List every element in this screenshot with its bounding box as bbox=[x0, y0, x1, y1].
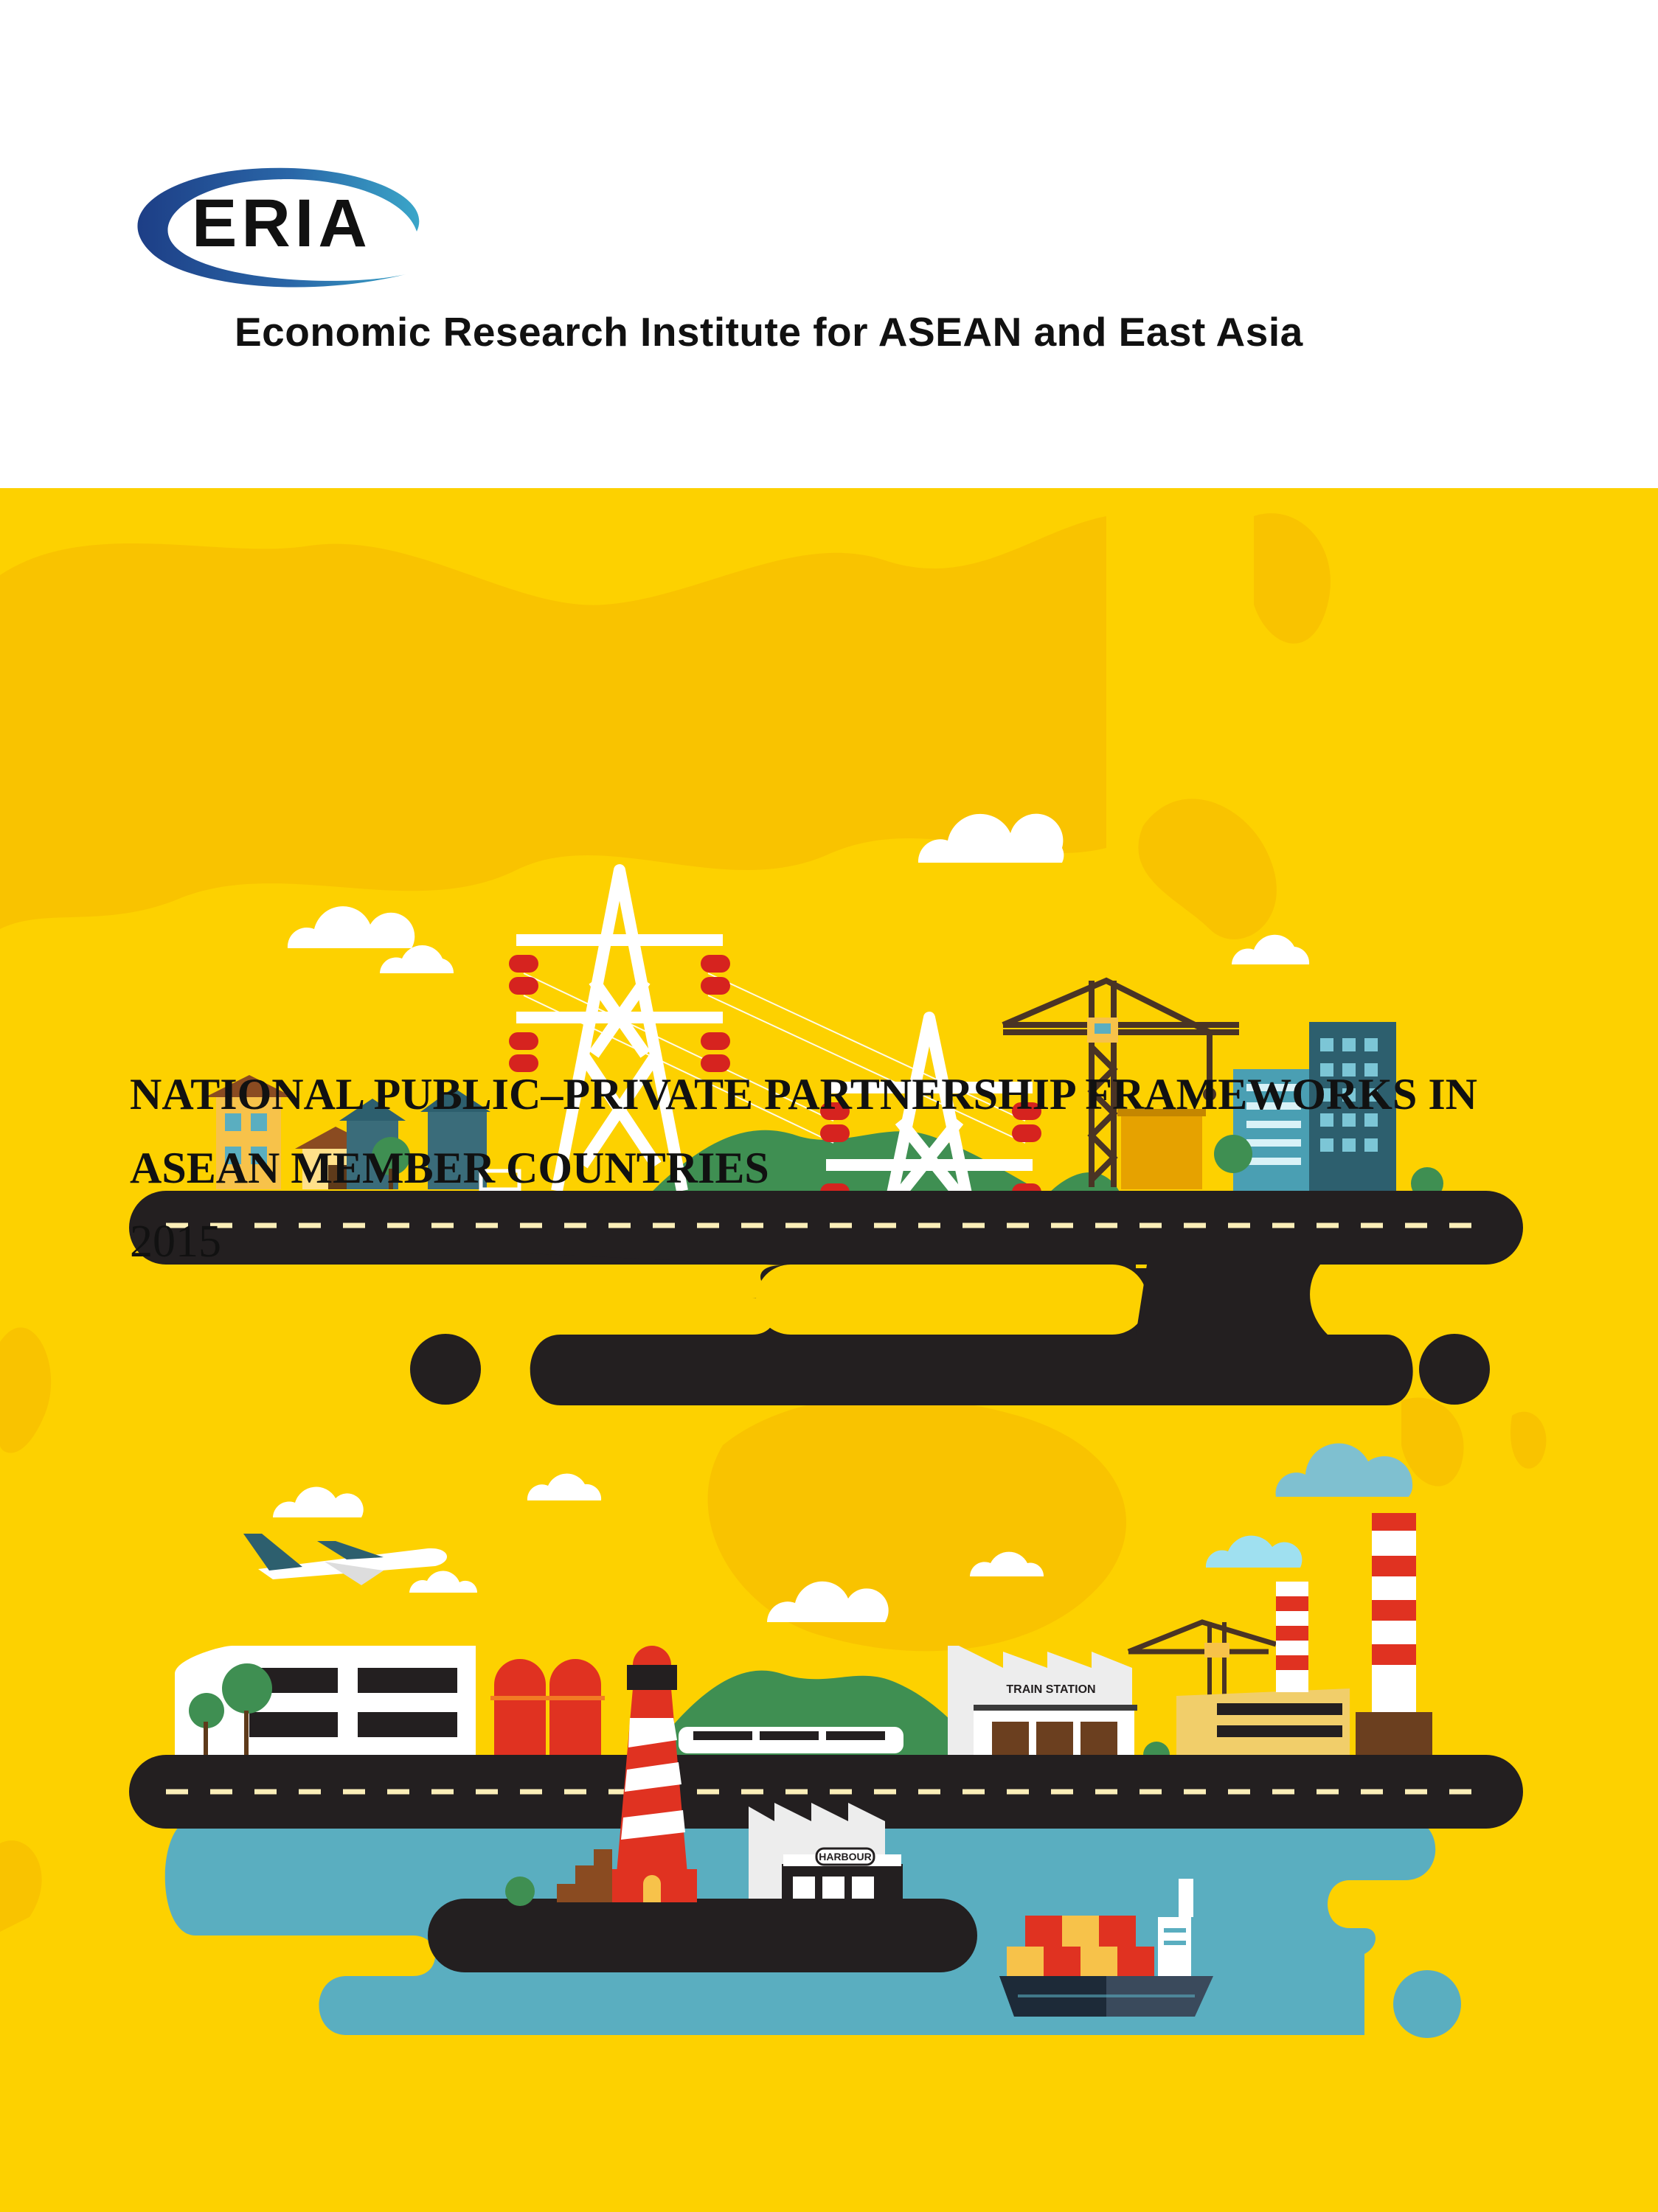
cloud-blue-large bbox=[1276, 1443, 1413, 1497]
report-year: 2015 bbox=[130, 1217, 221, 1267]
logistics-warehouse bbox=[175, 1646, 605, 1755]
infrastructure-illustration bbox=[0, 488, 1658, 2212]
cover-panel bbox=[0, 488, 1658, 2212]
report-title-line-1: NATIONAL PUBLIC–PRIVATE PARTNERSHIP FRAMEWORKS IN bbox=[130, 1070, 1478, 1119]
report-title-block bbox=[130, 1057, 1568, 1279]
train-station-sign: TRAIN STATION bbox=[1006, 1683, 1096, 1696]
header-band bbox=[0, 0, 1658, 488]
train bbox=[679, 1727, 903, 1753]
train-station bbox=[948, 1646, 1137, 1755]
logo-text: ERIA bbox=[192, 186, 372, 261]
organization-name: Economic Research Institute for ASEAN and East Asia bbox=[235, 309, 1303, 355]
cloud-blue-small bbox=[1206, 1536, 1302, 1568]
report-title-line-2: ASEAN MEMBER COUNTRIES bbox=[130, 1144, 769, 1192]
eria-logo bbox=[125, 164, 487, 304]
airplane-icon bbox=[243, 1534, 447, 1585]
harbour-sign: HARBOUR bbox=[819, 1851, 872, 1863]
